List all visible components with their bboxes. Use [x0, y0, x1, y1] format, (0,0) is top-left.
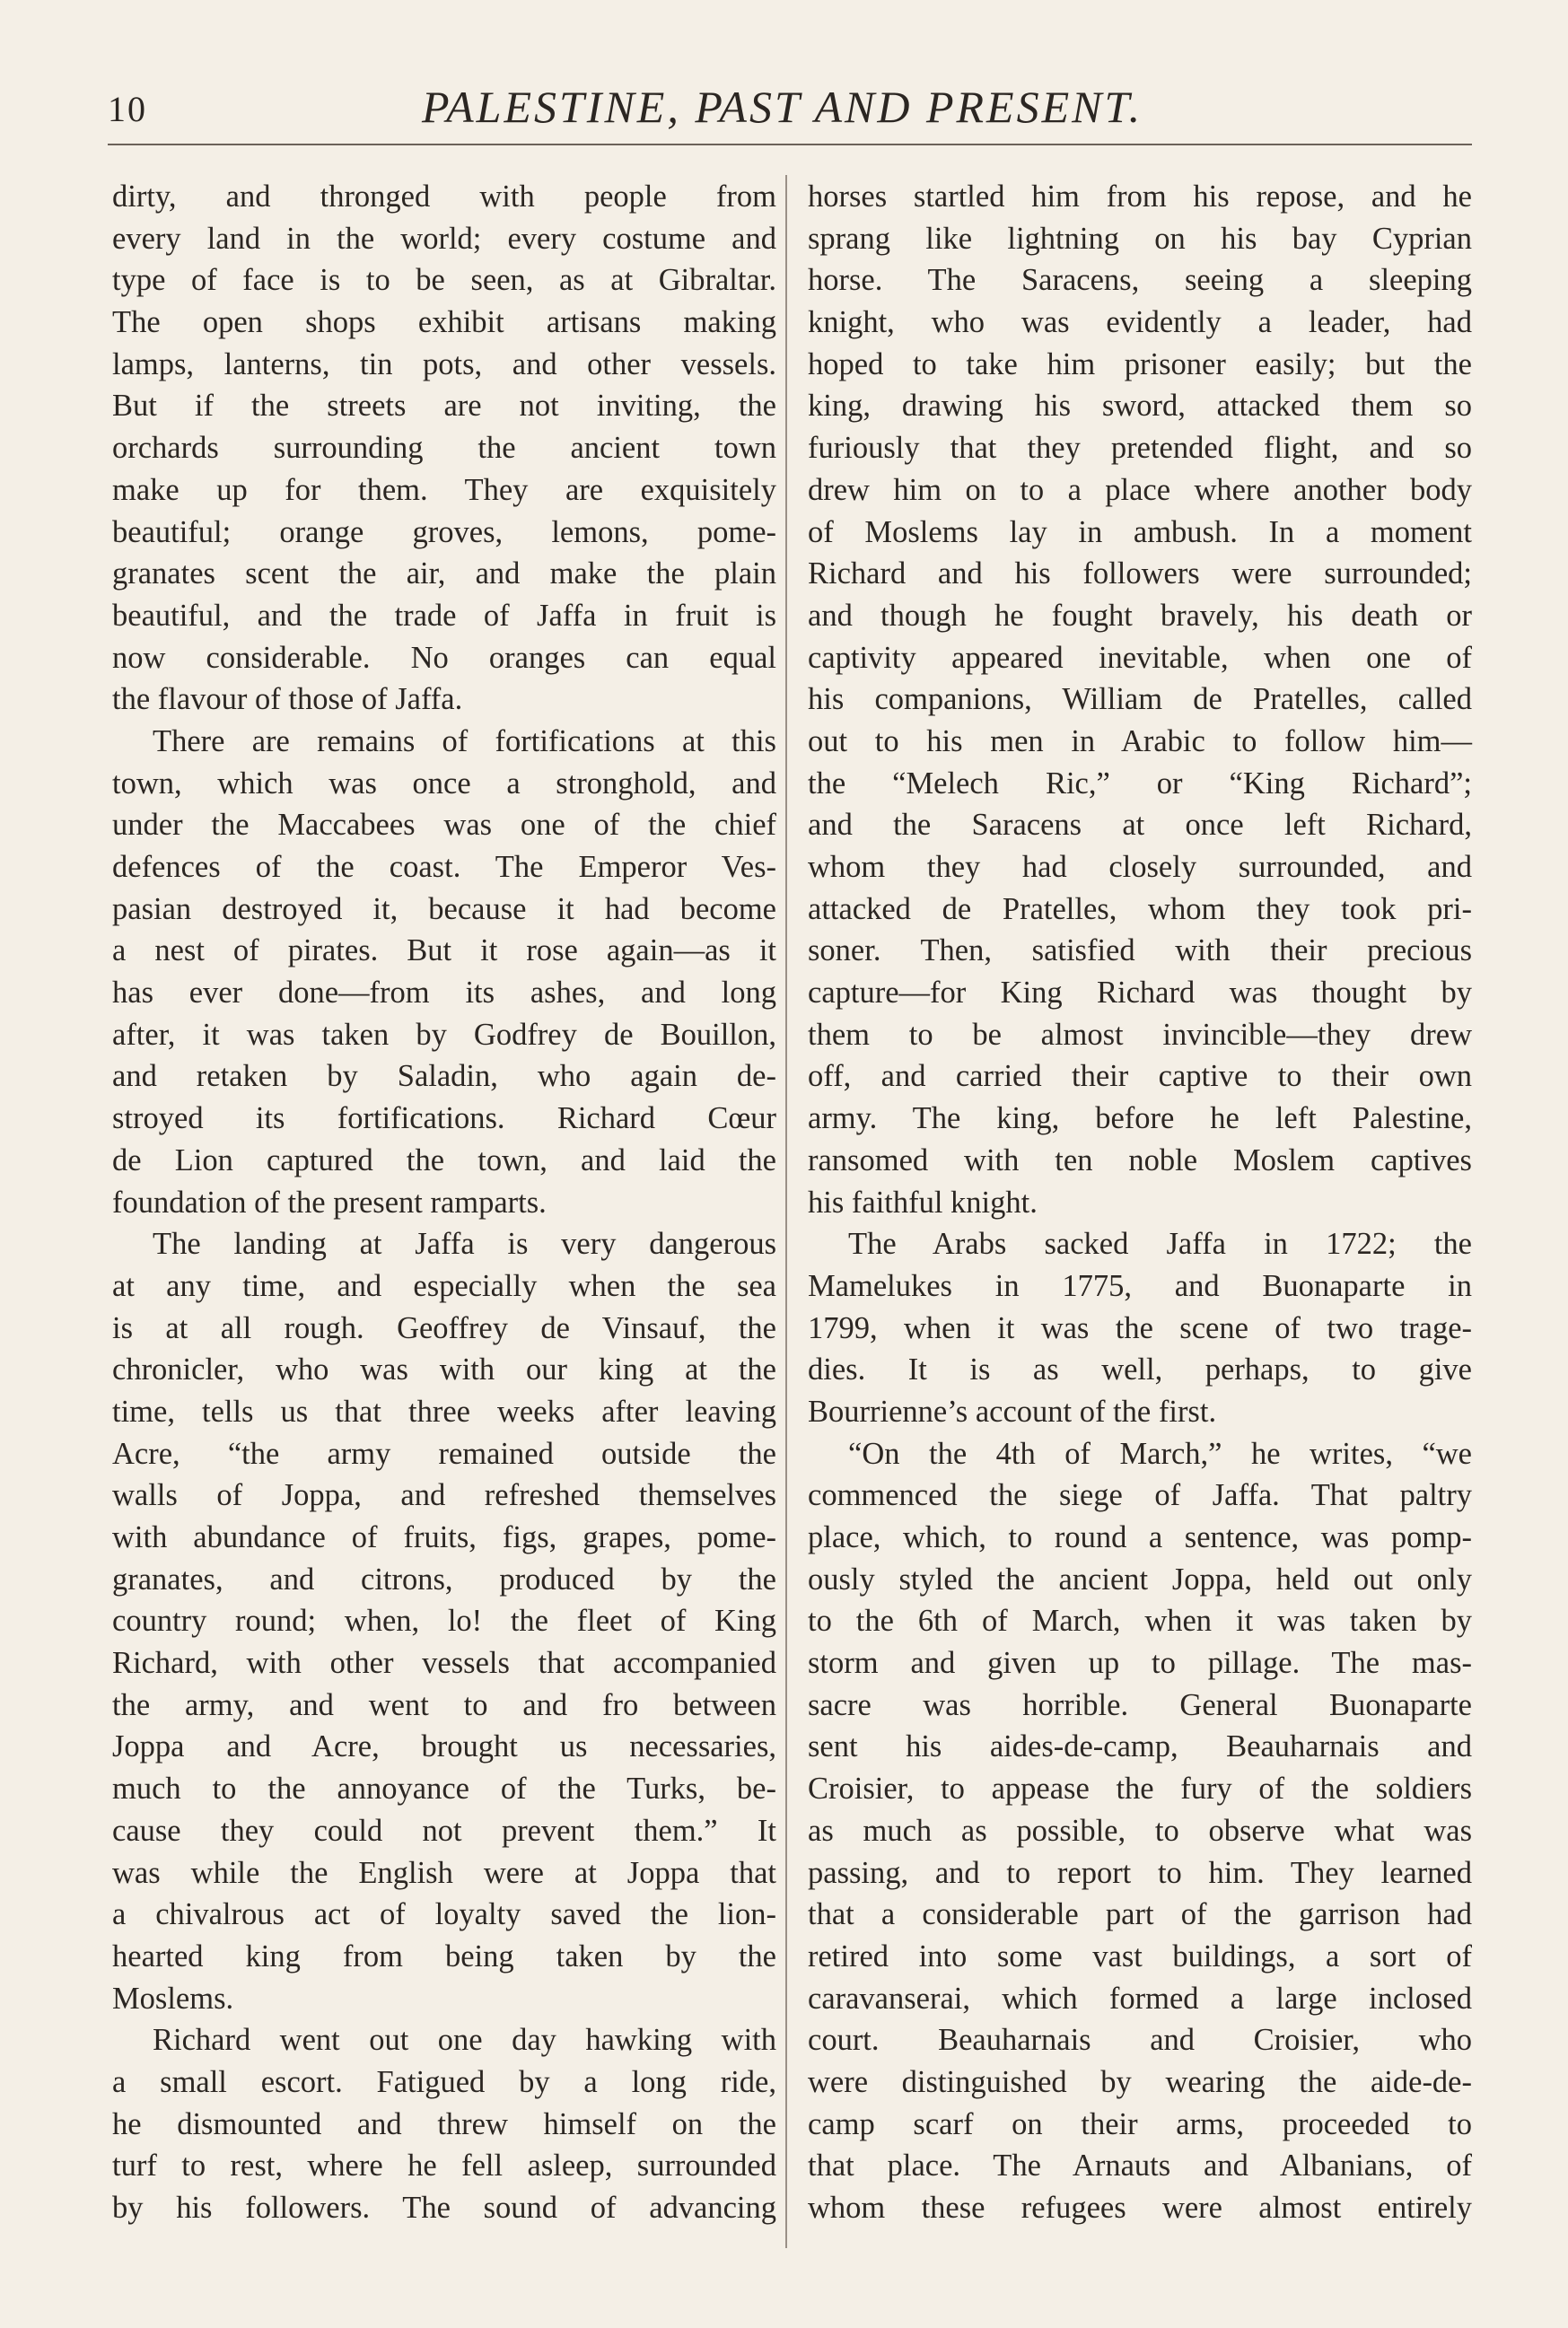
left-column-line: the flavour of those of Jaffa.: [112, 682, 463, 717]
right-column-line: Croisier, to appease the fury of the soldiers: [808, 1772, 1472, 1807]
right-column-line: the “Melech Ric,” or “King Richard”;: [808, 766, 1472, 801]
left-column-line: after, it was taken by Godfrey de Bouillon,: [112, 1017, 776, 1052]
left-column-line: walls of Joppa, and refreshed themselves: [112, 1478, 776, 1513]
right-column-line: his faithful knight.: [808, 1185, 1038, 1220]
left-column-line: granates scent the air, and make the plain: [112, 556, 776, 591]
right-column-line: off, and carried their captive to their own: [808, 1059, 1472, 1094]
left-column-line: has ever done—from its ashes, and long: [112, 976, 776, 1011]
right-column-line: to the 6th of March, when it was taken by: [808, 1604, 1472, 1639]
left-column-line: at any time, and especially when the sea: [112, 1268, 776, 1303]
left-column-line: de Lion captured the town, and laid the: [112, 1142, 776, 1177]
left-column-line: The open shops exhibit artisans making: [112, 305, 776, 340]
left-column-line: foundation of the present ramparts.: [112, 1185, 547, 1220]
right-column-line: soner. Then, satisfied with their precious: [808, 933, 1472, 968]
left-column-line: a chivalrous act of loyalty saved the lion-: [112, 1897, 776, 1932]
left-column-line: dirty, and thronged with people from: [112, 179, 776, 214]
left-column-line: under the Maccabees was one of the chief: [112, 808, 776, 843]
right-column-line: sacre was horrible. General Buonaparte: [808, 1687, 1472, 1722]
right-column-line: 1799, when it was the scene of two trage-: [808, 1310, 1472, 1345]
left-column-line: Richard went out one day hawking with: [153, 2023, 776, 2058]
right-column-line: horse. The Saracens, seeing a sleeping: [808, 263, 1472, 298]
left-column-line: There are remains of fortifications at this: [153, 723, 776, 758]
right-column-line: whom they had closely surrounded, and: [808, 850, 1472, 884]
right-column: [808, 176, 1472, 2229]
left-column-line: granates, and citrons, produced by the: [112, 1562, 776, 1597]
right-column-line: ously styled the ancient Joppa, held out only: [808, 1562, 1472, 1597]
left-column-line: the army, and went to and fro between: [112, 1687, 776, 1722]
right-column-line: king, drawing his sword, attacked them so: [808, 389, 1472, 424]
left-column-line: was while the English were at Joppa that: [112, 1855, 776, 1890]
right-column-line: passing, and to report to him. They learned: [808, 1855, 1472, 1890]
left-column-line: pasian destroyed it, because it had become: [112, 891, 776, 926]
left-column-line: stroyed its fortifications. Richard Cœur: [112, 1101, 776, 1136]
left-column-line: cause they could not prevent them.” It: [112, 1813, 776, 1848]
left-column-line: country round; when, lo! the fleet of King: [112, 1604, 776, 1639]
right-column-line: that place. The Arnauts and Albanians, of: [808, 2149, 1472, 2184]
right-column-line: attacked de Pratelles, whom they took pri-: [808, 891, 1472, 926]
right-column-line: sent his aides-de-camp, Beauharnais and: [808, 1729, 1472, 1764]
page-number: 10: [108, 89, 147, 129]
left-column-line: a small escort. Fatigued by a long ride,: [112, 2064, 776, 2099]
left-column-line: Acre, “the army remained outside the: [112, 1436, 776, 1471]
right-column-line: his companions, William de Pratelles, called: [808, 682, 1472, 717]
header-rule: [108, 144, 1472, 145]
right-column-line: of Moslems lay in ambush. In a moment: [808, 514, 1472, 549]
left-column-line: town, which was once a stronghold, and: [112, 766, 776, 801]
right-column-line: hoped to take him prisoner easily; but the: [808, 346, 1472, 381]
right-column-line: dies. It is as well, perhaps, to give: [808, 1352, 1472, 1387]
right-column-line: that a considerable part of the garrison had: [808, 1897, 1472, 1932]
left-column-line: he dismounted and threw himself on the: [112, 2106, 776, 2141]
right-column-line: The Arabs sacked Jaffa in 1722; the: [848, 1227, 1472, 1262]
right-column-line: captivity appeared inevitable, when one of: [808, 640, 1472, 675]
right-column-line: caravanserai, which formed a large inclosed: [808, 1981, 1472, 2016]
left-column-line: now considerable. No oranges can equal: [112, 640, 776, 675]
left-column-line: type of face is to be seen, as at Gibraltar.: [112, 263, 776, 298]
right-column-line: and the Saracens at once left Richard,: [808, 808, 1472, 843]
left-column-line: a nest of pirates. But it rose again—as it: [112, 933, 776, 968]
right-column-line: drew him on to a place where another body: [808, 472, 1472, 507]
right-column-line: storm and given up to pillage. The mas-: [808, 1646, 1472, 1681]
right-column-line: horses startled him from his repose, and he: [808, 179, 1472, 214]
left-column-line: make up for them. They are exquisitely: [112, 472, 776, 507]
left-column: [112, 176, 776, 2229]
running-title: PALESTINE, PAST AND PRESENT.: [422, 82, 1143, 132]
left-column-line: and retaken by Saladin, who again de-: [112, 1059, 776, 1094]
right-column-line: furiously that they pretended flight, and so: [808, 431, 1472, 466]
right-column-line: sprang like lightning on his bay Cyprian: [808, 221, 1472, 256]
left-column-line: lamps, lanterns, tin pots, and other vessels.: [112, 346, 776, 381]
left-column-line: every land in the world; every costume and: [112, 221, 776, 256]
left-column-line: But if the streets are not inviting, the: [112, 389, 776, 424]
right-column-line: ransomed with ten noble Moslem captives: [808, 1142, 1472, 1177]
left-column-line: Moslems.: [112, 1981, 234, 2016]
right-column-line: as much as possible, to observe what was: [808, 1813, 1472, 1848]
right-column-line: Bourrienne’s account of the first.: [808, 1394, 1217, 1429]
right-column-line: them to be almost invincible—they drew: [808, 1017, 1472, 1052]
right-column-line: court. Beauharnais and Croisier, who: [808, 2023, 1472, 2058]
right-column-line: whom these refugees were almost entirely: [808, 2191, 1472, 2225]
left-column-line: with abundance of fruits, figs, grapes, pome-: [112, 1520, 776, 1554]
left-column-line: The landing at Jaffa is very dangerous: [153, 1227, 776, 1262]
column-divider: [785, 175, 787, 2248]
left-column-line: Joppa and Acre, brought us necessaries,: [112, 1729, 776, 1764]
left-column-line: is at all rough. Geoffrey de Vinsauf, the: [112, 1310, 776, 1345]
running-header: [108, 81, 1472, 135]
left-column-line: Richard, with other vessels that accompanied: [112, 1646, 776, 1681]
left-column-line: much to the annoyance of the Turks, be-: [112, 1772, 776, 1807]
right-column-line: and though he fought bravely, his death or: [808, 598, 1472, 633]
right-column-line: capture—for King Richard was thought by: [808, 976, 1472, 1011]
left-column-line: orchards surrounding the ancient town: [112, 431, 776, 466]
right-column-line: commenced the siege of Jaffa. That paltry: [808, 1478, 1472, 1513]
left-column-line: time, tells us that three weeks after leaving: [112, 1394, 776, 1429]
left-column-line: defences of the coast. The Emperor Ves-: [112, 850, 776, 884]
left-column-line: beautiful, and the trade of Jaffa in fruit is: [112, 598, 776, 633]
right-column-line: camp scarf on their arms, proceeded to: [808, 2106, 1472, 2141]
left-column-line: beautiful; orange groves, lemons, pome-: [112, 514, 776, 549]
right-column-line: were distinguished by wearing the aide-de-: [808, 2064, 1472, 2099]
right-column-line: knight, who was evidently a leader, had: [808, 305, 1472, 340]
right-column-line: out to his men in Arabic to follow him—: [808, 723, 1472, 758]
right-column-line: place, which, to round a sentence, was pomp-: [808, 1520, 1472, 1554]
right-column-line: “On the 4th of March,” he writes, “we: [848, 1436, 1472, 1471]
right-column-line: retired into some vast buildings, a sort of: [808, 1939, 1472, 1974]
left-column-line: turf to rest, where he fell asleep, surrounded: [112, 2149, 776, 2184]
right-column-line: Mamelukes in 1775, and Buonaparte in: [808, 1268, 1472, 1303]
left-column-line: chronicler, who was with our king at the: [112, 1352, 776, 1387]
left-column-line: by his followers. The sound of advancing: [112, 2191, 776, 2225]
left-column-line: hearted king from being taken by the: [112, 1939, 776, 1974]
right-column-line: army. The king, before he left Palestine,: [808, 1101, 1472, 1136]
right-column-line: Richard and his followers were surrounded;: [808, 556, 1472, 591]
